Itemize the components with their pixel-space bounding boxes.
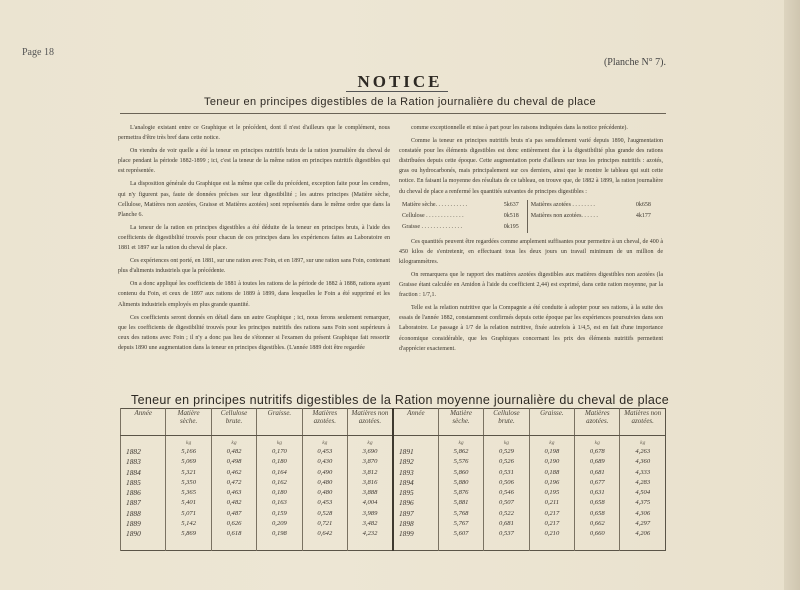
unit-label: kg: [458, 440, 464, 446]
table-cell: 0,642: [317, 530, 333, 538]
paragraph: Telle est la relation nutritive que la Compagnie a été conduite à adopter pour ses rations, à la suite des essais de l'année 1882, constamment confirmés depuis cette époque par les expériences poursuivies dans son Laboratoire. Le passage à 1/7 de la relation nutritive, fixée autrefois à 1/4,5, est en fait d'une importance économique considérable, que les Graphiques concernant les prix des éléments nutritifs permettent d'apprécier exactement.: [399, 305, 663, 352]
table-cell: 1895: [398, 488, 414, 498]
column-header: Matières non azotées.: [620, 409, 666, 436]
unit-label: kg: [276, 440, 283, 446]
unit-label: kg: [503, 440, 510, 446]
table-cell: 3,989: [362, 509, 378, 517]
table-cell: 0,487: [226, 509, 242, 517]
table-column-annee: [121, 436, 166, 551]
table-cell: 0,209: [272, 520, 287, 528]
table-cell: 0,490: [317, 468, 333, 476]
table-cell: 0,528: [317, 509, 333, 517]
table-column-annee: [393, 436, 438, 551]
table-cell: 0,430: [317, 458, 333, 466]
page-title: NOTICE: [357, 72, 443, 91]
table-cell: 0,180: [272, 458, 287, 466]
paragraph: On a donc appliqué les coefficients de 1881 à toutes les rations de la période de 1882 à 1888, rations ayant contenu du Foin, et ceux de 1897 aux rations de 1889 à 1899, dans lesquelles le Foin a été supprimé et les Aliments industriels employés en plus grande quantité.: [118, 281, 390, 308]
table-cell: 0,170: [272, 448, 287, 455]
paragraph: On viendra de voir quelle a été la teneur en principes nutritifs bruts de la ration journalière du cheval de place pendant la période 1882-1899 ; ici, c'est la teneur de la même ration en principes nutritifs digestibles qui est représentée.: [118, 148, 390, 175]
table-cell: 1896: [398, 498, 414, 508]
table-column-gr: [529, 436, 574, 551]
table-cell: 0,531: [499, 468, 514, 476]
table-cell: 0,678: [589, 448, 605, 455]
mini-table-cell: [527, 222, 633, 233]
paragraph: La teneur de la ration en principes digestibles a été déduite de la teneur en principes bruts, à l'aide des coefficients de digestibilité trouvés pour chacun de ces principes dans les expériences faites au Laboratoire en 1881 et 1897 sur la ration du cheval de place.: [118, 224, 390, 252]
table-cell: 0,162: [272, 478, 287, 486]
table-cell: 3,870: [362, 458, 378, 466]
table-cell: 0,658: [589, 509, 605, 517]
table-cell: 0,180: [272, 489, 287, 497]
table-column-ms: [438, 436, 483, 551]
table-cell: 0,681: [499, 520, 514, 528]
table-cell: 0,526: [499, 458, 514, 466]
table-column-cel: [484, 436, 529, 551]
paragraph: Ces coefficients seront donnés en détail dans un autre Graphique ; ici, nous ferons seulement remarquer, que les coefficients de digestibilité trouvés pour les principes nutritifs des rations sans Foin sont supérieurs à ceux des rations avec Foin ; il n'y a donc pas lieu de s'étonner si l'examen du présent Graphique fait ressortir depuis 1890 une augmentation dans la teneur en principes digestibles. (L'année 1889 doit être regardée: [118, 314, 390, 351]
table-cell: 0,537: [499, 530, 514, 538]
table-cell: 1889: [126, 519, 141, 529]
table-cell: 5,166: [181, 448, 197, 455]
mini-table-cell: [633, 222, 663, 233]
table-cell: 5,142: [181, 520, 197, 528]
table-cell: 5,869: [181, 530, 197, 538]
table-cell: 0,546: [499, 489, 514, 497]
table-cell: 0,190: [544, 458, 560, 466]
table-cell: 1898: [398, 519, 414, 529]
table-cell: 4,206: [635, 530, 651, 538]
table-cell: 0,618: [226, 530, 242, 538]
table-column-az: [575, 436, 620, 551]
mini-table-row: [399, 211, 663, 222]
table-cell: 5,768: [453, 509, 469, 517]
page-subtitle: Teneur en principes digestibles de la Ration journalière du cheval de place: [203, 96, 596, 108]
table-cell: 0,631: [589, 489, 605, 497]
table-cell: 3,812: [362, 468, 378, 476]
table-cell: 0,196: [544, 478, 560, 486]
table-cell: 0,681: [589, 468, 605, 476]
table-cell: 0,164: [272, 468, 287, 476]
table-cell: 1887: [126, 498, 141, 508]
column-header: Matières non azotées.: [348, 409, 393, 436]
table-cell: 0,453: [317, 448, 333, 455]
column-header: Cellulose brute.: [211, 409, 256, 436]
table-cell: 0,658: [589, 499, 605, 507]
column-header: Matières azotées.: [575, 409, 620, 436]
table-cell: 5,069: [181, 458, 197, 466]
table-cell: 0,721: [317, 520, 333, 528]
table-cell: 0,163: [272, 499, 287, 507]
paragraph: L'analogie existant entre ce Graphique et le précédent, dont il n'est d'ailleurs que le complément, nous permettra d'être très bref dans cette notice.: [118, 125, 390, 142]
paragraph: comme exceptionnelle et mise à part pour les raisons indiquées dans la notice précédente).: [411, 125, 628, 131]
table-column-ms: [166, 436, 211, 551]
table-column-naz: [620, 436, 666, 551]
subtitle-rule: [120, 113, 666, 114]
table-cell: 5,881: [453, 499, 469, 507]
unit-label: kg: [186, 440, 192, 446]
table-cell: 3,888: [362, 489, 378, 497]
column-header: Cellulose brute.: [484, 409, 529, 436]
column-header: Matière sèche.: [166, 409, 211, 436]
table-cell: 5,401: [181, 499, 197, 507]
table-cell: 5,321: [181, 468, 197, 476]
mini-table-cell: Cellulose . . . . . . . . . . . . .: [402, 212, 464, 219]
data-table: [120, 408, 666, 551]
table-cell: 5,876: [453, 489, 469, 497]
column-header: Graisse.: [529, 409, 574, 436]
table-cell: 1882: [126, 447, 141, 456]
table-column-cel: [211, 436, 256, 551]
table-cell: 3,690: [362, 448, 378, 455]
mini-table-cell: Matières non azotées. . . . . .: [530, 212, 598, 219]
table-cell: 0,217: [544, 520, 560, 528]
mini-table-row: [399, 222, 663, 233]
table-cell: 0,529: [499, 448, 514, 455]
table-cell: 0,689: [589, 458, 605, 466]
column-header: Matières azotées.: [302, 409, 347, 436]
table-cell: 4,360: [635, 458, 651, 466]
table-cell: 4,232: [362, 530, 378, 538]
table-cell: 0,198: [544, 448, 560, 455]
table-cell: 4,004: [362, 499, 378, 507]
table-cell: 4,283: [635, 478, 651, 486]
plate-number: (Planche N° 7).: [603, 57, 666, 68]
table-cell: 1890: [126, 529, 141, 539]
table-cell: 0,198: [272, 530, 287, 538]
column-header: Graisse.: [257, 409, 302, 436]
table-cell: 5,576: [453, 458, 469, 466]
table-cell: 0,462: [226, 468, 242, 476]
table-cell: 4,297: [635, 520, 651, 528]
column-header: Année: [121, 409, 166, 436]
table-cell: 4,375: [635, 499, 651, 507]
digestible-totals-table: [399, 200, 663, 233]
mini-table-cell: Graisse . . . . . . . . . . . . . .: [402, 223, 462, 230]
table-cell: 5,365: [181, 489, 197, 497]
page-number: Page 18: [22, 47, 54, 58]
table-column-gr: [257, 436, 302, 551]
unit-label: kg: [367, 440, 373, 446]
table-cell: 0,463: [226, 489, 242, 497]
table-cell: 5,767: [453, 520, 469, 528]
unit-label: kg: [594, 440, 600, 446]
table-cell: 5,862: [453, 448, 469, 455]
table-cell: 1893: [398, 467, 414, 477]
table-cell: 1885: [126, 477, 141, 487]
table-cell: 4,263: [635, 448, 651, 455]
table-cell: 0,195: [544, 489, 560, 497]
table-cell: 3,816: [362, 478, 378, 486]
mini-table-cell: 0k195: [501, 222, 528, 233]
table-cell: 1886: [126, 488, 141, 498]
table-cell: 0,210: [544, 530, 560, 538]
unit-label: kg: [640, 440, 646, 446]
table-cell: 1883: [126, 457, 141, 467]
table-cell: 1894: [398, 477, 414, 487]
table-cell: 1897: [398, 508, 414, 518]
column-header: Année: [393, 409, 438, 436]
mini-table-row: [399, 200, 663, 211]
table-title: Teneur en principes nutritifs digestibles de la Ration moyenne journalière du cheval de place: [131, 393, 669, 407]
table-cell: 0,482: [226, 448, 242, 455]
table-cell: 5,350: [181, 478, 197, 486]
paragraph: Ces quantités peuvent être regardées comme amplement suffisantes pour permettre à un cheval, de 400 à 450 kilos de s'entretenir, en effectuant tous les deux jours un travail minimum de un million de kilogrammètres.: [399, 238, 663, 265]
table-cell: 1884: [126, 467, 141, 477]
table-cell: 1891: [398, 447, 414, 456]
table-cell: 0,522: [499, 509, 514, 517]
table-cell: 0,482: [226, 499, 242, 507]
table-cell: 4,333: [635, 468, 651, 476]
mini-table-cell: Matières azotées . . . . . . . .: [530, 201, 595, 208]
table-cell: 0,677: [589, 478, 605, 486]
left-text-column: [118, 123, 390, 356]
paragraph: Comme la teneur en principes nutritifs bruts n'a pas sensiblement varié depuis 1890, l'augmentation constatée pour les éléments digestibles est donc entièrement due à la digestibilité plus grande des rations distribuées depuis cette époque. Cette augmentation porte d'ailleurs sur tous les principes nutritifs : azotés, gras ou hydrocarbonés, mais principalement sur ces derniers, ainsi que le montre le tableau qui suit cette notice. En faisant la moyenne des résultats de ce tableau, on trouve que, de 1882 à 1899, la ration journalière du cheval de place a renfermé les quantités suivantes de principes digestibles :: [399, 138, 663, 195]
table-cell: 0,472: [226, 478, 242, 486]
table-cell: 0,188: [544, 468, 560, 476]
table-cell: 4,306: [635, 509, 651, 517]
mini-table-cell: 0k518: [501, 211, 528, 222]
table-cell: 0,217: [544, 509, 560, 517]
paragraph: On remarquera que le rapport des matières azotées digestibles aux matières digestibles non azotées (la Graisse étant calculée en Amidon à l'aide du coefficient 2,44) est exprimé, dans cette ration moyenne, par la fraction : 1/7,1.: [399, 271, 663, 299]
table-cell: 0,453: [317, 499, 333, 507]
table-cell: 1888: [126, 508, 141, 518]
title-rule: [346, 91, 448, 92]
table-cell: 0,211: [544, 499, 560, 507]
table-cell: 4,504: [635, 489, 651, 497]
table-cell: 0,480: [317, 478, 333, 486]
paragraph: Ces expériences ont porté, en 1881, sur une ration avec Foin, et en 1897, sur une ration sans Foin, contenant plus d'aliments industriels que la précédente.: [118, 258, 390, 275]
mini-table-cell: 4k177: [635, 212, 651, 219]
mini-table-cell: Matière sèche. . . . . . . . . . .: [402, 201, 467, 208]
table-cell: 5,607: [453, 530, 469, 538]
table-cell: 0,507: [499, 499, 514, 507]
table-cell: 3,482: [362, 520, 378, 528]
table-column-az: [302, 436, 347, 551]
mini-table-cell: 5k637: [501, 200, 528, 211]
unit-label: kg: [322, 440, 328, 446]
table-cell: 5,071: [181, 509, 197, 517]
table-cell: 0,480: [317, 489, 333, 497]
table-cell: 0,506: [499, 478, 514, 486]
table-cell: 1899: [398, 529, 414, 539]
table-cell: 0,159: [272, 509, 287, 517]
paragraph: La disposition générale du Graphique est la même que celle du précédent, exception faite pour les cendres, qui n'y figurent pas, faute de données précises sur leur digestibilité ; les autres principes (Matière sèche, Cellulose, Matières non azotées, Graisse et Matières azotées) sont représentés dans le même ordre que dans la Planche 6.: [118, 181, 390, 218]
table-cell: 5,860: [453, 468, 469, 476]
table-column-naz: [348, 436, 393, 551]
table-cell: 0,660: [589, 530, 605, 538]
column-header: Matière sèche.: [438, 409, 483, 436]
mini-table-cell: 0k658: [635, 201, 651, 208]
table-cell: 0,662: [589, 520, 605, 528]
unit-label: kg: [549, 440, 555, 446]
unit-label: kg: [231, 440, 237, 446]
table-cell: 1892: [398, 457, 414, 467]
table-cell: 5,880: [453, 478, 469, 486]
table-cell: 0,626: [226, 520, 242, 528]
right-text-column: [399, 123, 663, 357]
table-cell: 0,498: [226, 458, 242, 466]
